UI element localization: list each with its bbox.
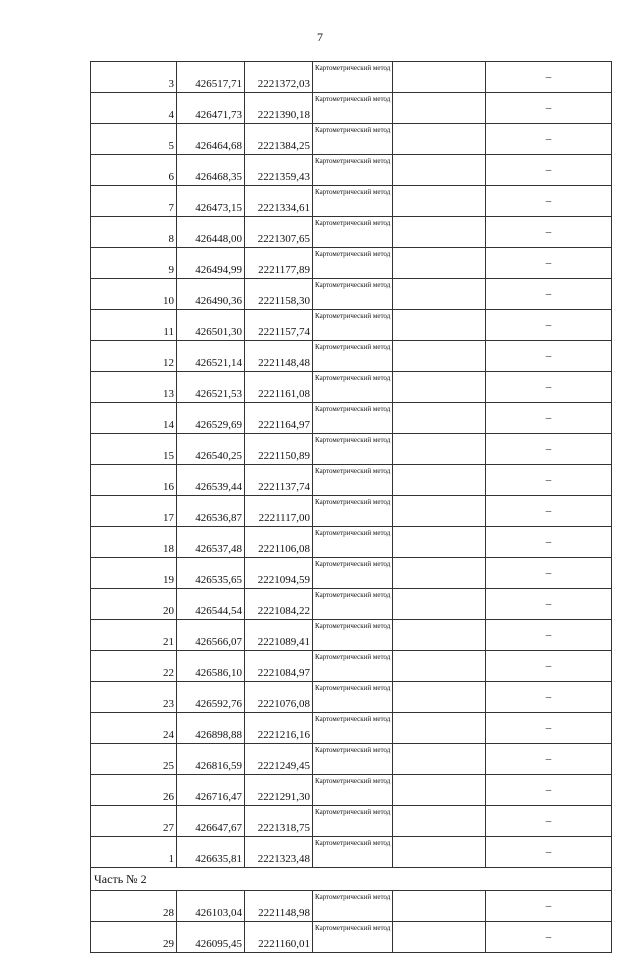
method-cell: Картометрический метод bbox=[313, 806, 393, 837]
dash-cell: – bbox=[486, 713, 612, 744]
point-number-cell: 18 bbox=[91, 527, 177, 558]
table-row bbox=[91, 93, 612, 124]
method-cell: Картометрический метод bbox=[313, 62, 393, 93]
point-number-cell: 7 bbox=[91, 186, 177, 217]
dash-cell: – bbox=[486, 806, 612, 837]
table-row bbox=[91, 837, 612, 868]
method-cell: Картометрический метод bbox=[313, 465, 393, 496]
y-coordinate-cell: 2221372,03 bbox=[245, 62, 313, 93]
point-number-cell: 29 bbox=[91, 922, 177, 953]
table-row bbox=[91, 651, 612, 682]
empty-cell bbox=[393, 713, 486, 744]
empty-cell bbox=[393, 922, 486, 953]
coordinates-table bbox=[90, 61, 612, 953]
table-row bbox=[91, 186, 612, 217]
dash-cell: – bbox=[486, 837, 612, 868]
empty-cell bbox=[393, 279, 486, 310]
point-number-cell: 15 bbox=[91, 434, 177, 465]
point-number-cell: 13 bbox=[91, 372, 177, 403]
y-coordinate-cell: 2221291,30 bbox=[245, 775, 313, 806]
point-number-cell: 26 bbox=[91, 775, 177, 806]
x-coordinate-cell: 426448,00 bbox=[177, 217, 245, 248]
page-number: 7 bbox=[317, 30, 323, 44]
x-coordinate-cell: 426517,71 bbox=[177, 62, 245, 93]
point-number-cell: 28 bbox=[91, 891, 177, 922]
empty-cell bbox=[393, 620, 486, 651]
method-cell: Картометрический метод bbox=[313, 744, 393, 775]
point-number-cell: 23 bbox=[91, 682, 177, 713]
empty-cell bbox=[393, 558, 486, 589]
table-row bbox=[91, 713, 612, 744]
method-cell: Картометрический метод bbox=[313, 713, 393, 744]
point-number-cell: 16 bbox=[91, 465, 177, 496]
point-number-cell: 5 bbox=[91, 124, 177, 155]
table-row bbox=[91, 465, 612, 496]
table-row bbox=[91, 806, 612, 837]
method-cell: Картометрический метод bbox=[313, 217, 393, 248]
method-cell: Картометрический метод bbox=[313, 496, 393, 527]
y-coordinate-cell: 2221157,74 bbox=[245, 310, 313, 341]
table-row bbox=[91, 217, 612, 248]
empty-cell bbox=[393, 891, 486, 922]
empty-cell bbox=[393, 62, 486, 93]
point-number-cell: 14 bbox=[91, 403, 177, 434]
dash-cell: – bbox=[486, 341, 612, 372]
dash-cell: – bbox=[486, 891, 612, 922]
y-coordinate-cell: 2221249,45 bbox=[245, 744, 313, 775]
empty-cell bbox=[393, 775, 486, 806]
y-coordinate-cell: 2221307,65 bbox=[245, 217, 313, 248]
dash-cell: – bbox=[486, 155, 612, 186]
x-coordinate-cell: 426490,36 bbox=[177, 279, 245, 310]
dash-cell: – bbox=[486, 775, 612, 806]
point-number-cell: 10 bbox=[91, 279, 177, 310]
method-cell: Картометрический метод bbox=[313, 651, 393, 682]
point-number-cell: 9 bbox=[91, 248, 177, 279]
x-coordinate-cell: 426536,87 bbox=[177, 496, 245, 527]
empty-cell bbox=[393, 806, 486, 837]
point-number-cell: 8 bbox=[91, 217, 177, 248]
y-coordinate-cell: 2221150,89 bbox=[245, 434, 313, 465]
dash-cell: – bbox=[486, 496, 612, 527]
y-coordinate-cell: 2221390,18 bbox=[245, 93, 313, 124]
table-row bbox=[91, 744, 612, 775]
x-coordinate-cell: 426716,47 bbox=[177, 775, 245, 806]
table-row bbox=[91, 775, 612, 806]
table-row bbox=[91, 620, 612, 651]
point-number-cell: 20 bbox=[91, 589, 177, 620]
empty-cell bbox=[393, 124, 486, 155]
method-cell: Картометрический метод bbox=[313, 682, 393, 713]
point-number-cell: 17 bbox=[91, 496, 177, 527]
dash-cell: – bbox=[486, 372, 612, 403]
method-cell: Картометрический метод bbox=[313, 922, 393, 953]
dash-cell: – bbox=[486, 310, 612, 341]
table-row bbox=[91, 62, 612, 93]
empty-cell bbox=[393, 527, 486, 558]
dash-cell: – bbox=[486, 124, 612, 155]
dash-cell: – bbox=[486, 93, 612, 124]
point-number-cell: 11 bbox=[91, 310, 177, 341]
method-cell: Картометрический метод bbox=[313, 248, 393, 279]
y-coordinate-cell: 2221177,89 bbox=[245, 248, 313, 279]
dash-cell: – bbox=[486, 62, 612, 93]
empty-cell bbox=[393, 837, 486, 868]
x-coordinate-cell: 426535,65 bbox=[177, 558, 245, 589]
table-row bbox=[91, 310, 612, 341]
x-coordinate-cell: 426898,88 bbox=[177, 713, 245, 744]
y-coordinate-cell: 2221094,59 bbox=[245, 558, 313, 589]
table-row bbox=[91, 589, 612, 620]
part-header-row bbox=[91, 868, 612, 891]
method-cell: Картометрический метод bbox=[313, 155, 393, 186]
method-cell: Картометрический метод bbox=[313, 558, 393, 589]
y-coordinate-cell: 2221318,75 bbox=[245, 806, 313, 837]
table-row bbox=[91, 891, 612, 922]
y-coordinate-cell: 2221216,16 bbox=[245, 713, 313, 744]
point-number-cell: 19 bbox=[91, 558, 177, 589]
x-coordinate-cell: 426566,07 bbox=[177, 620, 245, 651]
table-row bbox=[91, 682, 612, 713]
x-coordinate-cell: 426095,45 bbox=[177, 922, 245, 953]
table-row bbox=[91, 248, 612, 279]
x-coordinate-cell: 426537,48 bbox=[177, 527, 245, 558]
empty-cell bbox=[393, 682, 486, 713]
dash-cell: – bbox=[486, 922, 612, 953]
y-coordinate-cell: 2221084,97 bbox=[245, 651, 313, 682]
empty-cell bbox=[393, 403, 486, 434]
empty-cell bbox=[393, 217, 486, 248]
y-coordinate-cell: 2221148,98 bbox=[245, 891, 313, 922]
method-cell: Картометрический метод bbox=[313, 620, 393, 651]
method-cell: Картометрический метод bbox=[313, 891, 393, 922]
point-number-cell: 25 bbox=[91, 744, 177, 775]
point-number-cell: 21 bbox=[91, 620, 177, 651]
y-coordinate-cell: 2221106,08 bbox=[245, 527, 313, 558]
y-coordinate-cell: 2221384,25 bbox=[245, 124, 313, 155]
point-number-cell: 24 bbox=[91, 713, 177, 744]
coordinates-table-body bbox=[91, 62, 612, 953]
dash-cell: – bbox=[486, 434, 612, 465]
method-cell: Картометрический метод bbox=[313, 124, 393, 155]
x-coordinate-cell: 426471,73 bbox=[177, 93, 245, 124]
empty-cell bbox=[393, 744, 486, 775]
method-cell: Картометрический метод bbox=[313, 403, 393, 434]
x-coordinate-cell: 426464,68 bbox=[177, 124, 245, 155]
x-coordinate-cell: 426592,76 bbox=[177, 682, 245, 713]
point-number-cell: 1 bbox=[91, 837, 177, 868]
y-coordinate-cell: 2221137,74 bbox=[245, 465, 313, 496]
dash-cell: – bbox=[486, 620, 612, 651]
empty-cell bbox=[393, 248, 486, 279]
y-coordinate-cell: 2221117,00 bbox=[245, 496, 313, 527]
y-coordinate-cell: 2221089,41 bbox=[245, 620, 313, 651]
empty-cell bbox=[393, 434, 486, 465]
y-coordinate-cell: 2221084,22 bbox=[245, 589, 313, 620]
method-cell: Картометрический метод bbox=[313, 434, 393, 465]
method-cell: Картометрический метод bbox=[313, 310, 393, 341]
part-label: Часть № 2 bbox=[91, 868, 612, 891]
empty-cell bbox=[393, 465, 486, 496]
dash-cell: – bbox=[486, 217, 612, 248]
y-coordinate-cell: 2221164,97 bbox=[245, 403, 313, 434]
table-row bbox=[91, 527, 612, 558]
x-coordinate-cell: 426494,99 bbox=[177, 248, 245, 279]
table-row bbox=[91, 434, 612, 465]
point-number-cell: 6 bbox=[91, 155, 177, 186]
point-number-cell: 3 bbox=[91, 62, 177, 93]
empty-cell bbox=[393, 496, 486, 527]
y-coordinate-cell: 2221359,43 bbox=[245, 155, 313, 186]
empty-cell bbox=[393, 93, 486, 124]
dash-cell: – bbox=[486, 527, 612, 558]
dash-cell: – bbox=[486, 279, 612, 310]
x-coordinate-cell: 426539,44 bbox=[177, 465, 245, 496]
y-coordinate-cell: 2221158,30 bbox=[245, 279, 313, 310]
table-row bbox=[91, 124, 612, 155]
y-coordinate-cell: 2221148,48 bbox=[245, 341, 313, 372]
x-coordinate-cell: 426521,53 bbox=[177, 372, 245, 403]
point-number-cell: 27 bbox=[91, 806, 177, 837]
method-cell: Картометрический метод bbox=[313, 775, 393, 806]
table-row bbox=[91, 155, 612, 186]
empty-cell bbox=[393, 589, 486, 620]
x-coordinate-cell: 426540,25 bbox=[177, 434, 245, 465]
method-cell: Картометрический метод bbox=[313, 279, 393, 310]
x-coordinate-cell: 426816,59 bbox=[177, 744, 245, 775]
x-coordinate-cell: 426529,69 bbox=[177, 403, 245, 434]
y-coordinate-cell: 2221323,48 bbox=[245, 837, 313, 868]
empty-cell bbox=[393, 186, 486, 217]
dash-cell: – bbox=[486, 682, 612, 713]
empty-cell bbox=[393, 155, 486, 186]
point-number-cell: 12 bbox=[91, 341, 177, 372]
x-coordinate-cell: 426586,10 bbox=[177, 651, 245, 682]
dash-cell: – bbox=[486, 186, 612, 217]
point-number-cell: 22 bbox=[91, 651, 177, 682]
method-cell: Картометрический метод bbox=[313, 372, 393, 403]
method-cell: Картометрический метод bbox=[313, 186, 393, 217]
x-coordinate-cell: 426521,14 bbox=[177, 341, 245, 372]
table-row bbox=[91, 279, 612, 310]
table-row bbox=[91, 372, 612, 403]
method-cell: Картометрический метод bbox=[313, 341, 393, 372]
method-cell: Картометрический метод bbox=[313, 589, 393, 620]
dash-cell: – bbox=[486, 465, 612, 496]
x-coordinate-cell: 426468,35 bbox=[177, 155, 245, 186]
table-row bbox=[91, 496, 612, 527]
dash-cell: – bbox=[486, 558, 612, 589]
y-coordinate-cell: 2221076,08 bbox=[245, 682, 313, 713]
y-coordinate-cell: 2221334,61 bbox=[245, 186, 313, 217]
table-row bbox=[91, 341, 612, 372]
table-row bbox=[91, 558, 612, 589]
dash-cell: – bbox=[486, 651, 612, 682]
x-coordinate-cell: 426647,67 bbox=[177, 806, 245, 837]
empty-cell bbox=[393, 372, 486, 403]
empty-cell bbox=[393, 651, 486, 682]
dash-cell: – bbox=[486, 248, 612, 279]
x-coordinate-cell: 426635,81 bbox=[177, 837, 245, 868]
x-coordinate-cell: 426103,04 bbox=[177, 891, 245, 922]
table-row bbox=[91, 922, 612, 953]
method-cell: Картометрический метод bbox=[313, 527, 393, 558]
y-coordinate-cell: 2221161,08 bbox=[245, 372, 313, 403]
method-cell: Картометрический метод bbox=[313, 837, 393, 868]
method-cell: Картометрический метод bbox=[313, 93, 393, 124]
dash-cell: – bbox=[486, 403, 612, 434]
table-row bbox=[91, 403, 612, 434]
empty-cell bbox=[393, 341, 486, 372]
dash-cell: – bbox=[486, 744, 612, 775]
x-coordinate-cell: 426473,15 bbox=[177, 186, 245, 217]
y-coordinate-cell: 2221160,01 bbox=[245, 922, 313, 953]
point-number-cell: 4 bbox=[91, 93, 177, 124]
empty-cell bbox=[393, 310, 486, 341]
dash-cell: – bbox=[486, 589, 612, 620]
x-coordinate-cell: 426544,54 bbox=[177, 589, 245, 620]
x-coordinate-cell: 426501,30 bbox=[177, 310, 245, 341]
